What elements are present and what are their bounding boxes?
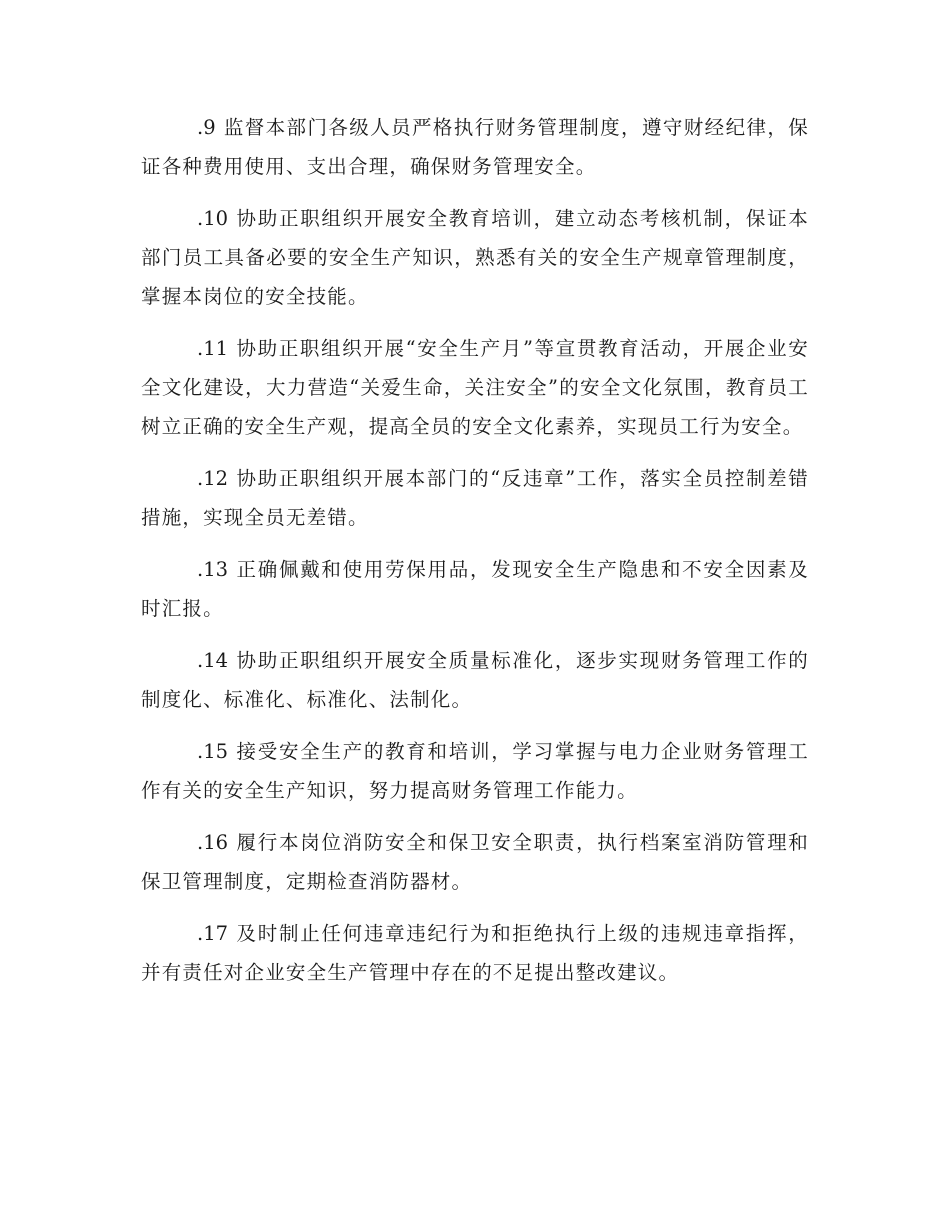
paragraph-number: .16 xyxy=(197,831,229,854)
paragraph-text: 监督本部门各级人员严格执行财务管理制度，遵守财经纪律，保证各种费用使用、支出合理，确保财务管理安全。 xyxy=(141,116,809,178)
paragraph-14 xyxy=(141,641,809,719)
paragraph-text: 协助正职组织开展“安全生产月”等宣贯教育活动，开展企业安全文化建设，大力营造“关爱生命，关注安全”的安全文化氛围，教育员工树立正确的安全生产观，提高全员的安全文化素养，实现员工行为安全。 xyxy=(141,337,809,438)
paragraph-text: 协助正职组织开展安全质量标准化，逐步实现财务管理工作的制度化、标准化、标准化、法制化。 xyxy=(141,649,809,711)
paragraph-number: .11 xyxy=(197,337,229,360)
paragraph-9 xyxy=(141,108,809,186)
paragraph-11 xyxy=(141,329,809,446)
paragraph-12 xyxy=(141,459,809,537)
paragraph-10 xyxy=(141,199,809,316)
paragraph-text: 协助正职组织开展安全教育培训，建立动态考核机制，保证本部门员工具备必要的安全生产知识，熟悉有关的安全生产规章管理制度，掌握本岗位的安全技能。 xyxy=(141,207,809,308)
paragraph-number: .10 xyxy=(197,207,229,230)
paragraph-text: 正确佩戴和使用劳保用品，发现安全生产隐患和不安全因素及时汇报。 xyxy=(141,558,809,620)
paragraph-16 xyxy=(141,823,809,901)
paragraph-text: 及时制止任何违章违纪行为和拒绝执行上级的违规违章指挥，并有责任对企业安全生产管理中存在的不足提出整改建议。 xyxy=(141,922,809,984)
paragraph-number: .13 xyxy=(197,558,229,581)
paragraph-15 xyxy=(141,732,809,810)
paragraph-text: 履行本岗位消防安全和保卫安全职责，执行档案室消防管理和保卫管理制度，定期检查消防器材。 xyxy=(141,831,809,893)
paragraph-number: .15 xyxy=(197,740,229,763)
paragraph-number: .12 xyxy=(197,467,229,490)
paragraph-number: .9 xyxy=(197,116,216,139)
paragraph-text: 协助正职组织开展本部门的“反违章”工作，落实全员控制差错措施，实现全员无差错。 xyxy=(141,467,809,529)
document-body xyxy=(141,108,809,1005)
paragraph-13 xyxy=(141,550,809,628)
paragraph-text: 接受安全生产的教育和培训，学习掌握与电力企业财务管理工作有关的安全生产知识，努力提高财务管理工作能力。 xyxy=(141,740,809,802)
paragraph-number: .17 xyxy=(197,922,229,945)
paragraph-17 xyxy=(141,914,809,992)
paragraph-number: .14 xyxy=(197,649,229,672)
